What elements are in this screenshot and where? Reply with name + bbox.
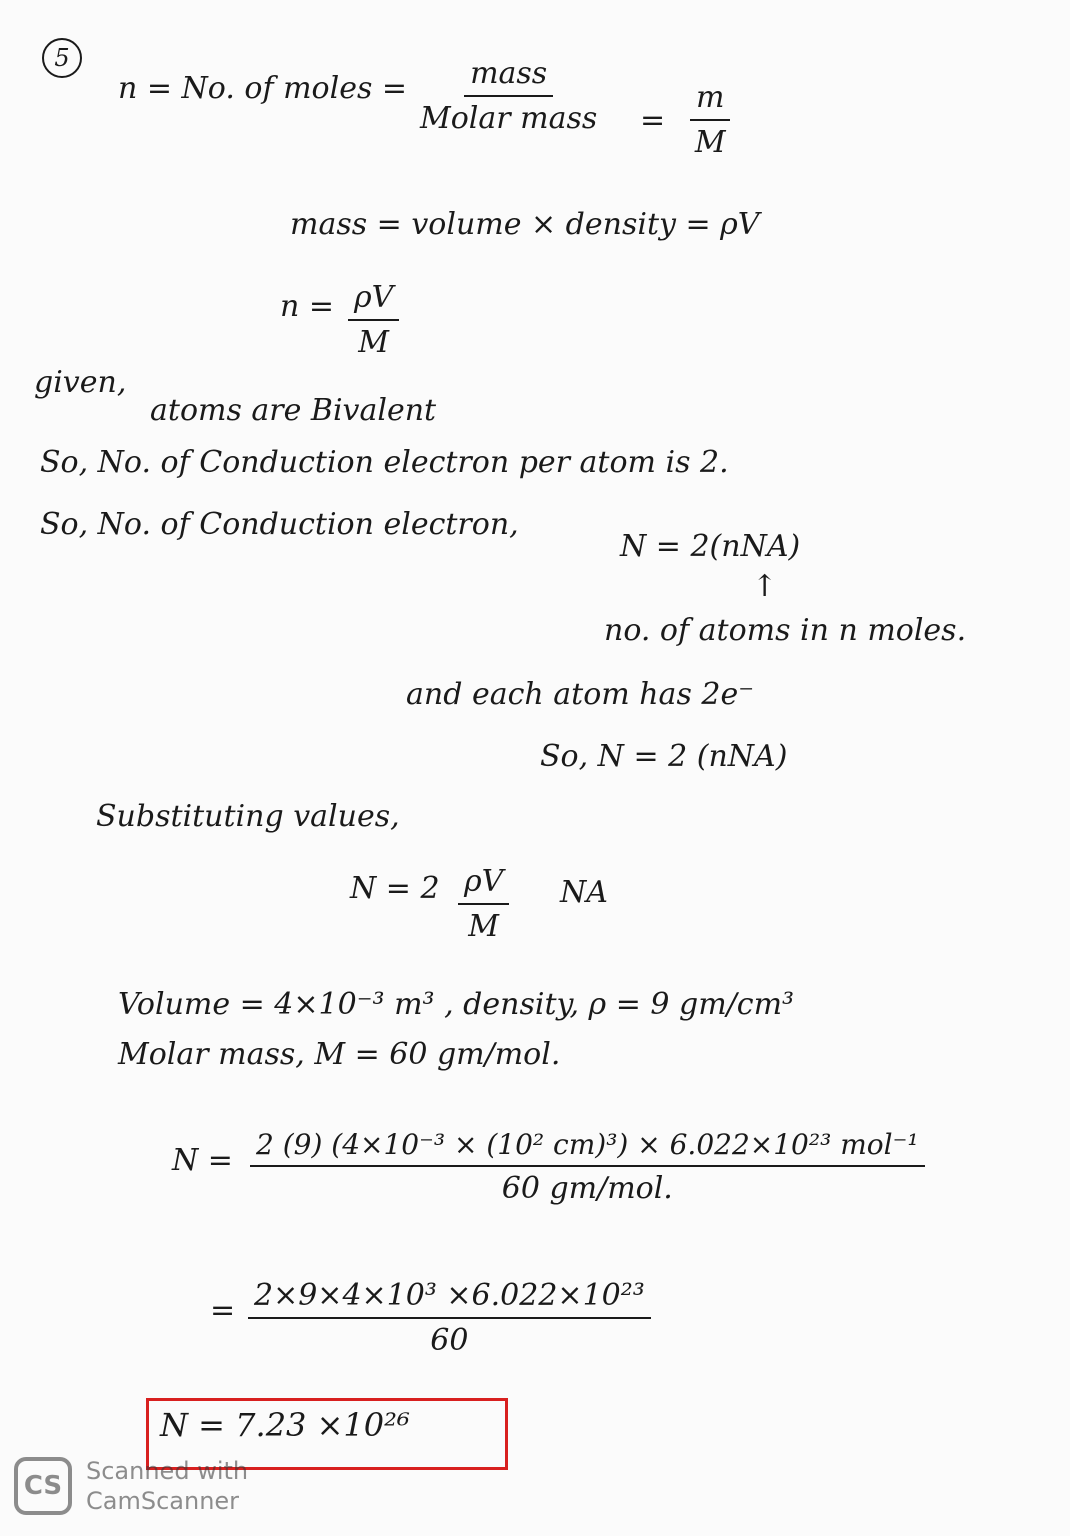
fraction-numerator: 2×9×4×10³ ×6.022×10²³ bbox=[248, 1278, 651, 1319]
note-atoms: no. of atoms in n moles. bbox=[604, 613, 967, 648]
calc2-lhs: = bbox=[210, 1293, 236, 1328]
fraction-m-over-M bbox=[690, 80, 730, 160]
fraction-denominator: 60 bbox=[430, 1323, 469, 1358]
given-label: given, bbox=[34, 365, 127, 400]
subst-rhs: NA bbox=[560, 875, 608, 910]
so-line-1: So, No. of Conduction electron per atom is 2. bbox=[40, 445, 729, 480]
fraction-mass-over-molar-mass bbox=[420, 56, 597, 136]
so-line-2-equation: N = 2(nNA) bbox=[620, 529, 801, 564]
calc1-fraction bbox=[250, 1128, 925, 1206]
fraction-denominator: 60 gm/mol. bbox=[501, 1171, 673, 1206]
fraction-numerator: mass bbox=[464, 56, 553, 97]
substituting-heading: Substituting values, bbox=[96, 799, 400, 834]
given-text: atoms are Bivalent bbox=[150, 393, 437, 428]
so-line-3: So, N = 2 (nNA) bbox=[540, 739, 788, 774]
fraction-denominator: M bbox=[468, 909, 500, 944]
mass-volume-density: mass = volume × density = ρV bbox=[290, 207, 760, 242]
problem-number: 5 bbox=[42, 38, 82, 78]
calc2-fraction bbox=[248, 1278, 651, 1358]
fraction-rhoV-over-M bbox=[348, 280, 399, 360]
fraction-denominator: M bbox=[694, 125, 726, 160]
camscanner-watermark bbox=[14, 1456, 248, 1516]
final-answer: N = 7.23 ×10²⁶ bbox=[160, 1406, 410, 1444]
subst-lhs: N = 2 bbox=[350, 871, 440, 906]
fraction-numerator: 2 (9) (4×10⁻³ × (10² cm)³) × 6.022×10²³ mol⁻¹ bbox=[250, 1128, 925, 1167]
so-line-2: So, No. of Conduction electron, bbox=[40, 507, 519, 542]
camscanner-logo-icon: CS bbox=[14, 1457, 72, 1515]
watermark-line-2: CamScanner bbox=[86, 1487, 240, 1515]
equals-sign: = bbox=[640, 103, 666, 138]
given-values-1: Volume = 4×10⁻³ m³ , density, ρ = 9 gm/cm³ bbox=[118, 987, 795, 1022]
arrow-up-icon: ↑ bbox=[752, 569, 778, 604]
fraction-denominator: Molar mass bbox=[420, 101, 598, 136]
fraction-rhoV-over-M-2 bbox=[458, 864, 509, 944]
calc1-lhs: N = bbox=[172, 1143, 233, 1178]
n-lhs: n = bbox=[280, 289, 334, 324]
fraction-numerator: ρV bbox=[348, 280, 399, 321]
fraction-numerator: ρV bbox=[458, 864, 509, 905]
fraction-denominator: M bbox=[358, 325, 390, 360]
watermark-line-1: Scanned with bbox=[86, 1457, 249, 1485]
moles-definition: n = No. of moles = bbox=[118, 71, 408, 106]
note-electrons: and each atom has 2e⁻ bbox=[406, 677, 755, 712]
fraction-numerator: m bbox=[690, 80, 730, 121]
given-values-2: Molar mass, M = 60 gm/mol. bbox=[118, 1037, 561, 1072]
